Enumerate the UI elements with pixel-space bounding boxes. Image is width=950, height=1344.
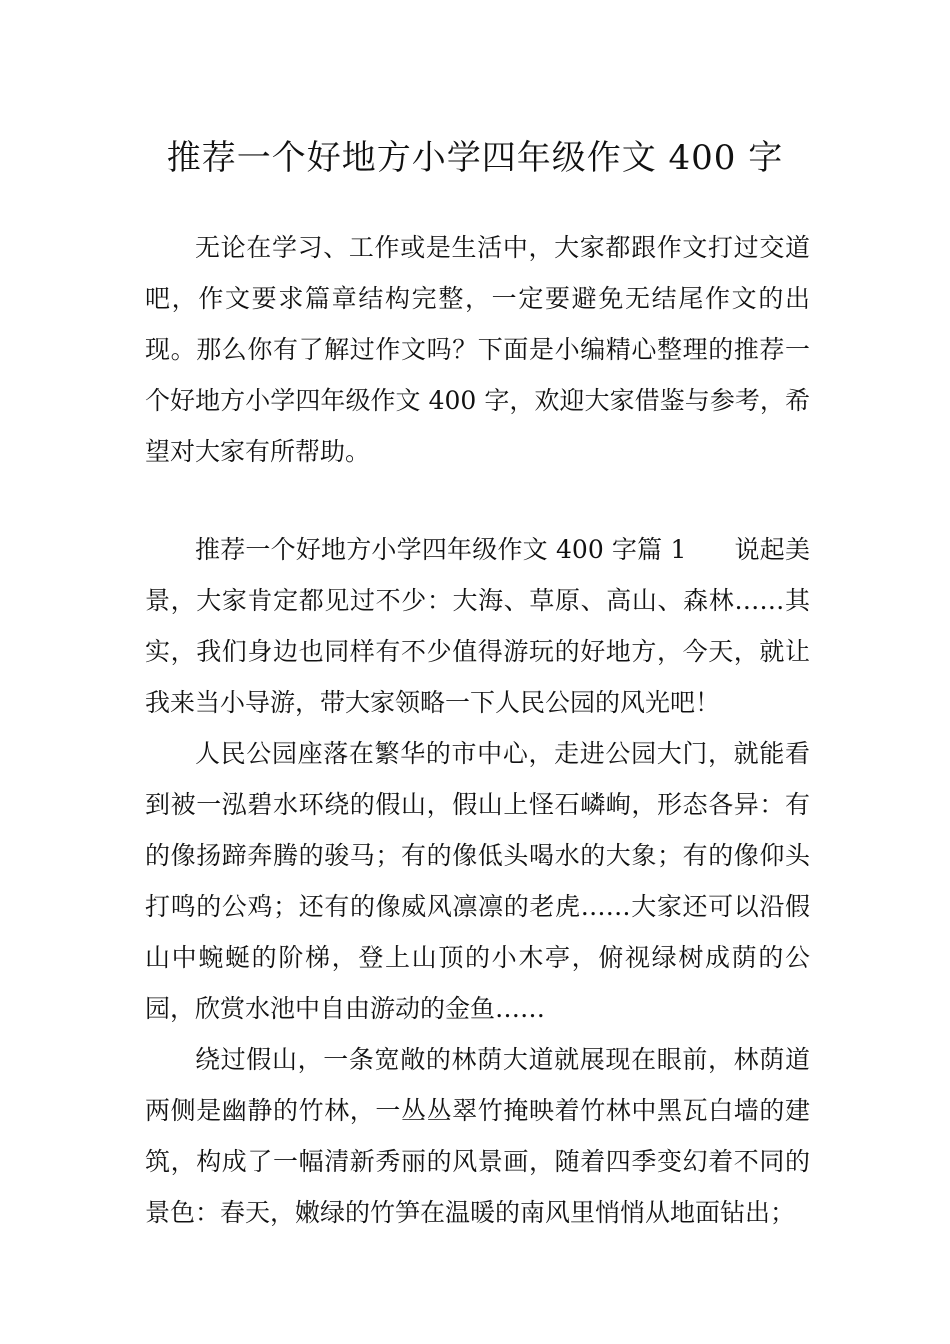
essay-heading: 推荐一个好地方小学四年级作文 400 字篇 1 <box>195 535 687 564</box>
document-title: 推荐一个好地方小学四年级作文 400 字 <box>166 138 784 178</box>
intro-section <box>145 222 810 477</box>
essay-paragraph-1-text: 说起美景，大家肯定都见过不少：大海、草原、高山、森林……其实，我们身边也同样有不少值得游玩的好地方，今天，就让我来当小导游，带大家领略一下人民公园的风光吧！ <box>145 535 810 717</box>
essay-section <box>145 524 810 1238</box>
essay-paragraph-3: 绕过假山，一条宽敞的林荫大道就展现在眼前，林荫道两侧是幽静的竹林，一丛丛翠竹掩映着竹林中黑瓦白墙的建筑，构成了一幅清新秀丽的风景画，随着四季变幻着不同的景色：春天，嫩绿的竹笋在温暖的南风里悄悄从地面钻出； <box>145 1045 810 1227</box>
essay-paragraph-2: 人民公园座落在繁华的市中心，走进公园大门，就能看到被一泓碧水环绕的假山，假山上怪石嶙峋，形态各异：有的像扬蹄奔腾的骏马；有的像低头喝水的大象；有的像仰头打鸣的公鸡；还有的像威风凛凛的老虎……大家还可以沿假山中蜿蜒的阶梯，登上山顶的小木亭，俯视绿树成荫的公园，欣赏水池中自由游动的金鱼…… <box>145 739 810 1023</box>
essay-paragraph-1 <box>145 524 810 728</box>
intro-paragraph: 无论在学习、工作或是生活中，大家都跟作文打过交道吧，作文要求篇章结构完整，一定要避免无结尾作文的出现。那么你有了解过作文吗？下面是小编精心整理的推荐一个好地方小学四年级作文 400 字，欢迎大家借鉴与参考，希望对大家有所帮助。 <box>145 233 810 466</box>
